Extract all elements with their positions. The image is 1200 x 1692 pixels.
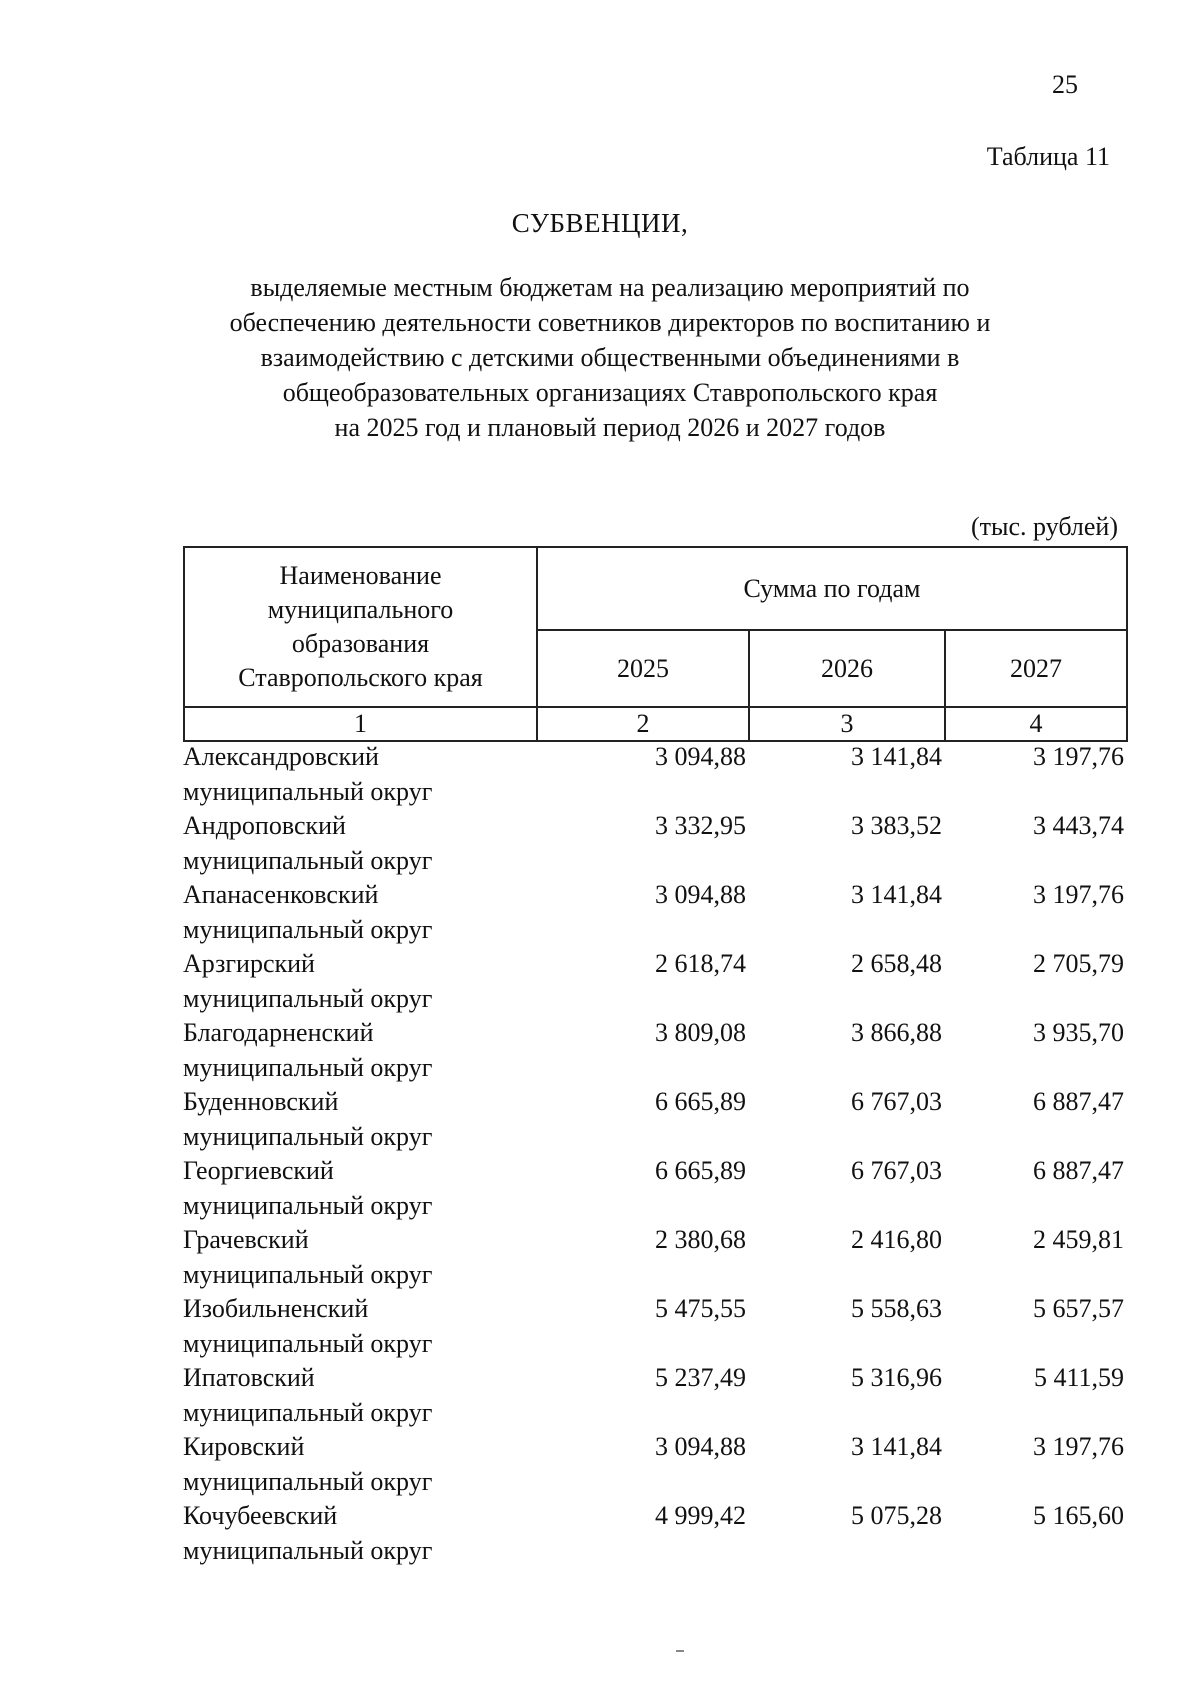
table-label: Таблица 11 [986, 142, 1110, 171]
table-row [183, 1085, 1126, 1154]
amount-2025: 6 665,89 [655, 1156, 746, 1185]
amount-2025: 3 094,88 [655, 1432, 746, 1461]
municipality-name-cell [183, 1430, 536, 1499]
amount-2027: 2 705,79 [1033, 949, 1124, 978]
document-subtitle [150, 270, 1070, 445]
municipality-name-cell [183, 740, 536, 809]
municipality-name: Андроповский [183, 811, 346, 840]
amount-2025: 2 618,74 [655, 949, 746, 978]
amount-2027: 5 657,57 [1033, 1294, 1124, 1323]
subtitle-line: выделяемые местным бюджетам на реализацию мероприятий по [250, 273, 970, 302]
municipality-name: Кировский [183, 1432, 305, 1461]
municipality-name-cell [183, 1085, 536, 1154]
amount-2027: 3 197,76 [1033, 880, 1124, 909]
amount-2026: 2 416,80 [851, 1225, 942, 1254]
amount-2025: 2 380,68 [655, 1225, 746, 1254]
municipality-name-cell [183, 1154, 536, 1223]
amount-2026: 3 866,88 [851, 1018, 942, 1047]
table-row [183, 1154, 1126, 1223]
municipality-name: Георгиевский [183, 1156, 334, 1185]
header-name-line: муниципального [267, 595, 454, 624]
table-header [183, 546, 1128, 742]
amount-2026: 5 316,96 [851, 1363, 942, 1392]
document-title: СУБВЕНЦИИ, [511, 208, 689, 238]
municipality-type: муниципальный округ [183, 1190, 433, 1220]
amount-2025: 4 999,42 [655, 1501, 746, 1530]
table-row [183, 878, 1126, 947]
table-row [183, 1292, 1126, 1361]
municipality-type: муниципальный округ [183, 1466, 433, 1496]
table-row [183, 740, 1126, 809]
amount-2025: 5 475,55 [655, 1294, 746, 1323]
amount-2027: 3 197,76 [1033, 742, 1124, 771]
municipality-type: муниципальный округ [183, 1397, 433, 1427]
municipality-type: муниципальный округ [183, 1328, 433, 1358]
header-year-2027: 2027 [945, 630, 1127, 707]
subtitle-line: на 2025 год и плановый период 2026 и 2027 годов [334, 413, 886, 442]
municipality-name: Изобильненский [183, 1294, 369, 1323]
header-col-number: 4 [945, 707, 1127, 741]
units-label: (тыс. рублей) [970, 512, 1118, 541]
municipality-name: Буденновский [183, 1087, 339, 1116]
amount-2026: 2 658,48 [851, 949, 942, 978]
municipality-type: муниципальный округ [183, 914, 433, 944]
municipality-name: Ипатовский [183, 1363, 315, 1392]
amount-2027: 5 165,60 [1033, 1501, 1124, 1530]
header-col-number: 3 [749, 707, 945, 741]
amount-2026: 5 075,28 [851, 1501, 942, 1530]
table-row [183, 1016, 1126, 1085]
municipality-type: муниципальный округ [183, 1121, 433, 1151]
municipality-name: Апанасенковский [183, 880, 379, 909]
table-row [183, 947, 1126, 1016]
amount-2025: 3 094,88 [655, 742, 746, 771]
amount-2027: 6 887,47 [1033, 1087, 1124, 1116]
table-row [183, 1499, 1126, 1568]
subtitle-line: общеобразовательных организациях Ставропольского края [282, 378, 938, 407]
amount-2026: 5 558,63 [851, 1294, 942, 1323]
municipality-type: муниципальный округ [183, 1535, 433, 1565]
municipality-type: муниципальный округ [183, 1259, 433, 1289]
amount-2026: 3 141,84 [851, 1432, 942, 1461]
municipality-type: муниципальный округ [183, 1052, 433, 1082]
header-municipality-name [184, 547, 537, 707]
amount-2027: 5 411,59 [1033, 1363, 1124, 1392]
municipality-name-cell [183, 809, 536, 878]
subtitle-line: взаимодействию с детскими общественными объединениями в [260, 343, 960, 372]
municipality-name-cell [183, 1016, 536, 1085]
table-body [183, 740, 1126, 1568]
header-year-2026: 2026 [749, 630, 945, 707]
header-col-number: 2 [537, 707, 749, 741]
municipality-type: муниципальный округ [183, 845, 433, 875]
amount-2027: 2 459,81 [1033, 1225, 1124, 1254]
amount-2026: 6 767,03 [851, 1087, 942, 1116]
header-name-line: Наименование [279, 561, 442, 590]
amount-2027: 3 197,76 [1033, 1432, 1124, 1461]
municipality-name: Арзгирский [183, 949, 315, 978]
amount-2026: 3 141,84 [851, 742, 942, 771]
table-row [183, 1223, 1126, 1292]
bottom-mark [676, 1650, 684, 1652]
amount-2025: 6 665,89 [655, 1087, 746, 1116]
municipality-type: муниципальный округ [183, 983, 433, 1013]
municipality-name-cell [183, 1223, 536, 1292]
amount-2025: 3 809,08 [655, 1018, 746, 1047]
table-row [183, 809, 1126, 878]
municipality-name: Грачевский [183, 1225, 309, 1254]
municipality-name: Благодарненский [183, 1018, 374, 1047]
municipality-name-cell [183, 1292, 536, 1361]
amount-2025: 3 094,88 [655, 880, 746, 909]
municipality-name: Кочубеевский [183, 1501, 338, 1530]
municipality-name-cell [183, 947, 536, 1016]
subtitle-line: обеспечению деятельности советников директоров по воспитанию и [229, 308, 991, 337]
table-row [183, 1361, 1126, 1430]
amount-2027: 3 443,74 [1033, 811, 1124, 840]
municipality-name: Александровский [183, 742, 379, 771]
municipality-type: муниципальный округ [183, 776, 433, 806]
amount-2026: 3 383,52 [851, 811, 942, 840]
header-name-line: образования [291, 629, 430, 658]
page-number: 25 [1052, 70, 1078, 99]
municipality-name-cell [183, 1499, 536, 1568]
municipality-name-cell [183, 878, 536, 947]
header-name-line: Ставропольского края [238, 663, 483, 692]
header-col-number: 1 [184, 707, 537, 741]
amount-2025: 5 237,49 [655, 1363, 746, 1392]
municipality-name-cell [183, 1361, 536, 1430]
header-year-2025: 2025 [537, 630, 749, 707]
amount-2025: 3 332,95 [655, 811, 746, 840]
amount-2027: 3 935,70 [1033, 1018, 1124, 1047]
table-row [183, 1430, 1126, 1499]
amount-2026: 6 767,03 [851, 1156, 942, 1185]
header-sum-by-years: Сумма по годам [537, 547, 1127, 630]
amount-2026: 3 141,84 [851, 880, 942, 909]
amount-2027: 6 887,47 [1033, 1156, 1124, 1185]
